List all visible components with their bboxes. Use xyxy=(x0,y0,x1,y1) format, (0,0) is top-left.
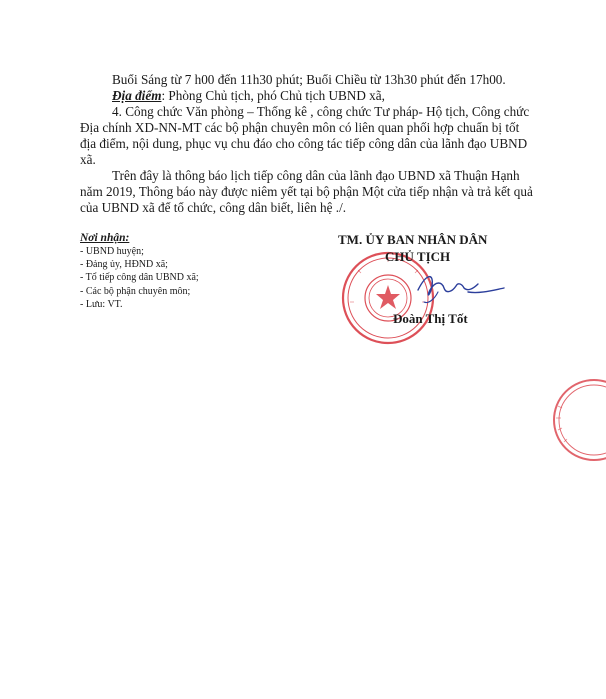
location-label: Địa điểm xyxy=(112,88,162,103)
recipient-item: - UBND huyện; xyxy=(80,246,144,257)
location-text: : Phòng Chủ tịch, phó Chủ tịch UBND xã, xyxy=(161,88,385,103)
signature-org: TM. ỦY BAN NHÂN DÂN xyxy=(338,232,488,247)
recipient-item: - Tổ tiếp công dân UBND xã; xyxy=(80,272,199,284)
recipients-title: Nơi nhận: xyxy=(80,232,130,244)
location-line xyxy=(112,88,385,104)
item4-line-4: xã. xyxy=(80,152,96,167)
closing-line-1: Trên đây là thông báo lịch tiếp công dân của lãnh đạo UBND xã Thuận Hạnh xyxy=(112,168,520,183)
recipient-item: - Đảng ủy, HĐND xã; xyxy=(80,259,168,271)
partial-edge-seal xyxy=(536,372,606,468)
item4-line-2: Địa chính XD-NN-MT các bộ phận chuyên môn có liên quan phối hợp chuẩn bị tốt xyxy=(80,120,520,135)
closing-line-3: của UBND xã để tổ chức, công dân biết, liên hệ ./. xyxy=(80,200,347,215)
closing-line-2: năm 2019, Thông báo này được niêm yết tại bộ phận Một cửa tiếp nhận và trả kết quả xyxy=(80,184,533,199)
signature-name: Đoàn Thị Tốt xyxy=(393,311,468,326)
office-hours-line: Buổi Sáng từ 7 h00 đến 11h30 phút; Buổi Chiều từ 13h30 phút đến 17h00. xyxy=(112,72,506,87)
recipient-item: - Các bộ phận chuyên môn; xyxy=(80,285,191,297)
signature-title: CHỦ TỊCH xyxy=(385,249,451,264)
item4-line-1: 4. Công chức Văn phòng – Thống kê , công chức Tư pháp- Hộ tịch, Công chức xyxy=(112,104,530,119)
recipients-list xyxy=(80,245,199,311)
item4-line-3: địa điểm, nội dung, phục vụ chu đáo cho công tác tiếp công dân của lãnh đạo UBND xyxy=(80,136,528,151)
handwritten-signature xyxy=(408,262,508,312)
recipient-item: - Lưu: VT. xyxy=(80,298,123,310)
